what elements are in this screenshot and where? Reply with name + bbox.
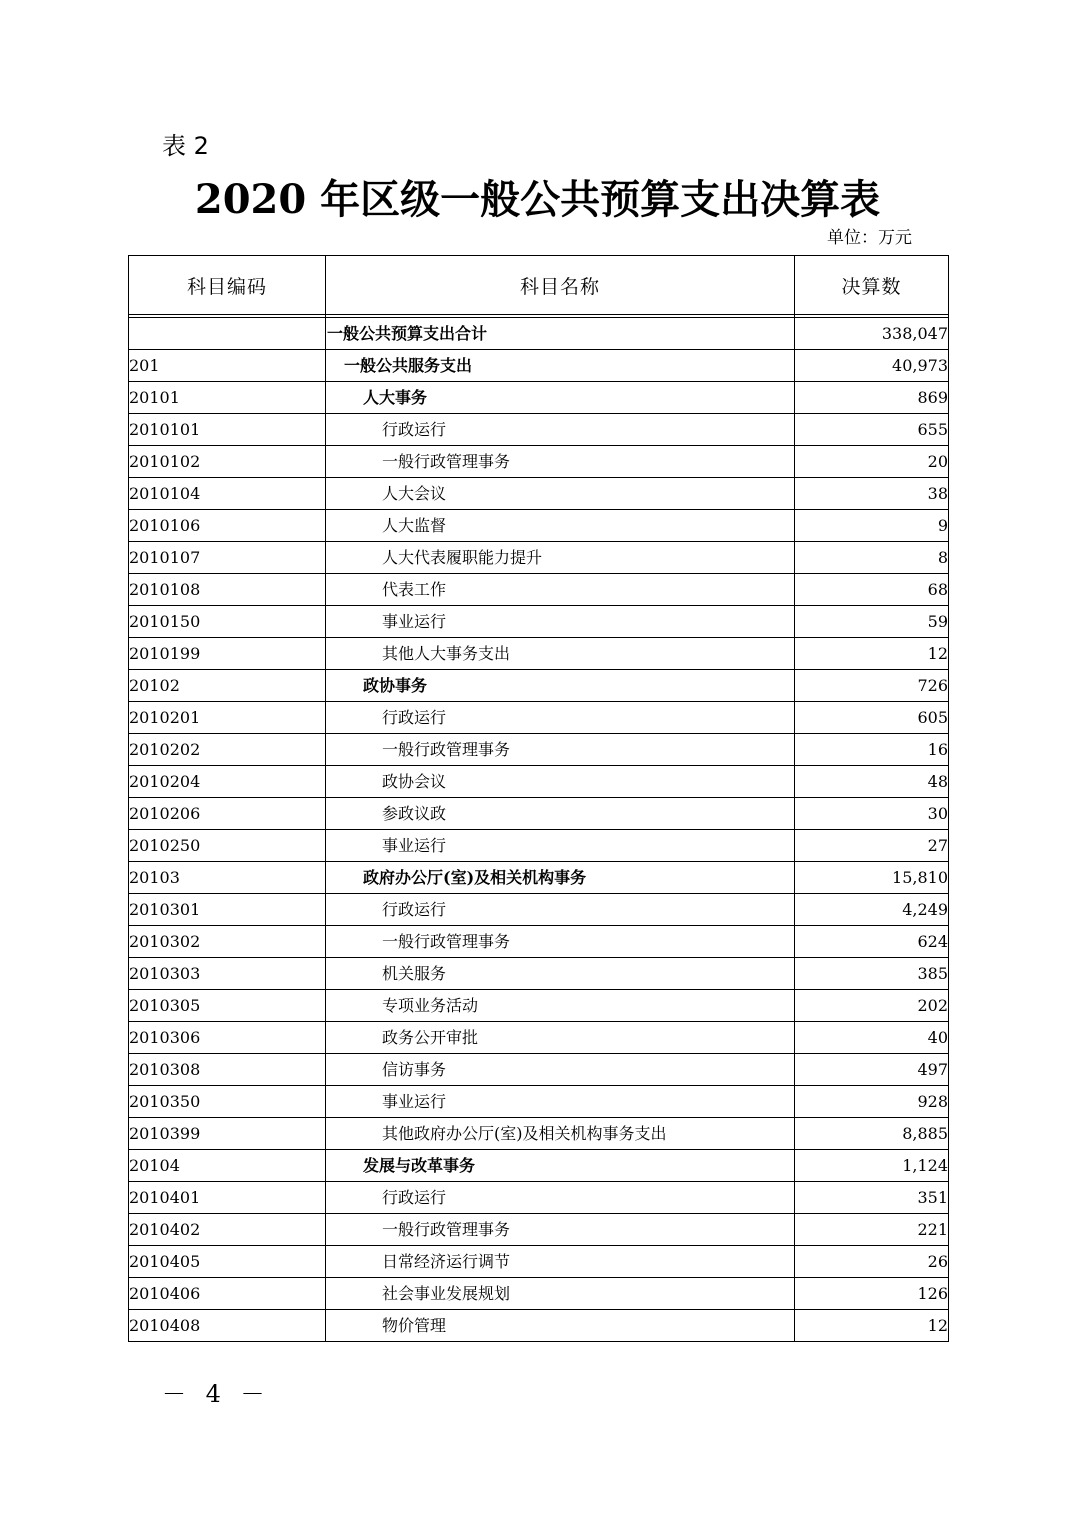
account-code-cell: 2010204 xyxy=(129,766,326,798)
account-code-cell: 20104 xyxy=(129,1150,326,1182)
final-amount-cell: 605 xyxy=(795,702,949,734)
table-row xyxy=(129,478,949,510)
table-body xyxy=(129,315,949,1342)
table-row xyxy=(129,382,949,414)
final-amount-cell: 8 xyxy=(795,542,949,574)
table-row xyxy=(129,926,949,958)
account-name-cell: 一般行政管理事务 xyxy=(326,734,795,766)
table-row xyxy=(129,1022,949,1054)
account-name-cell: 参政议政 xyxy=(326,798,795,830)
final-amount-cell: 655 xyxy=(795,414,949,446)
account-name-cell: 政府办公厅(室)及相关机构事务 xyxy=(326,862,795,894)
final-amount-cell: 26 xyxy=(795,1246,949,1278)
account-code-cell: 2010104 xyxy=(129,478,326,510)
account-code-cell: 20102 xyxy=(129,670,326,702)
final-amount-cell: 40 xyxy=(795,1022,949,1054)
table-row xyxy=(129,446,949,478)
account-name-cell: 行政运行 xyxy=(326,702,795,734)
table-row xyxy=(129,1150,949,1182)
column-header-code: 科目编码 xyxy=(129,256,326,315)
account-name-cell: 专项业务活动 xyxy=(326,990,795,1022)
account-code-cell: 2010406 xyxy=(129,1278,326,1310)
account-name-cell: 行政运行 xyxy=(326,1182,795,1214)
unit-label: 单位：万元 xyxy=(827,228,912,248)
table-row xyxy=(129,318,949,350)
account-name-cell: 一般行政管理事务 xyxy=(326,446,795,478)
table-row xyxy=(129,702,949,734)
final-amount-cell: 16 xyxy=(795,734,949,766)
account-code-cell: 2010306 xyxy=(129,1022,326,1054)
final-amount-cell: 928 xyxy=(795,1086,949,1118)
final-amount-cell: 30 xyxy=(795,798,949,830)
account-code-cell: 20101 xyxy=(129,382,326,414)
final-amount-cell: 68 xyxy=(795,574,949,606)
table-row xyxy=(129,958,949,990)
account-code-cell: 2010408 xyxy=(129,1310,326,1342)
table-row xyxy=(129,1054,949,1086)
final-amount-cell: 20 xyxy=(795,446,949,478)
table-row xyxy=(129,766,949,798)
account-code-cell: 2010401 xyxy=(129,1182,326,1214)
final-amount-cell: 40,973 xyxy=(795,350,949,382)
account-name-cell: 行政运行 xyxy=(326,894,795,926)
final-amount-cell: 624 xyxy=(795,926,949,958)
account-code-cell: 2010106 xyxy=(129,510,326,542)
account-code-cell: 2010108 xyxy=(129,574,326,606)
account-name-cell: 事业运行 xyxy=(326,1086,795,1118)
account-name-cell: 机关服务 xyxy=(326,958,795,990)
account-code-cell: 2010303 xyxy=(129,958,326,990)
account-name-cell: 人大监督 xyxy=(326,510,795,542)
account-name-cell: 发展与改革事务 xyxy=(326,1150,795,1182)
final-amount-cell: 497 xyxy=(795,1054,949,1086)
account-name-cell: 人大代表履职能力提升 xyxy=(326,542,795,574)
table-row xyxy=(129,542,949,574)
account-code-cell: 2010201 xyxy=(129,702,326,734)
table-row xyxy=(129,1310,949,1342)
account-code-cell: 2010399 xyxy=(129,1118,326,1150)
account-code-cell: 2010206 xyxy=(129,798,326,830)
header-row xyxy=(129,256,949,315)
account-name-cell: 事业运行 xyxy=(326,830,795,862)
final-amount-cell: 4,249 xyxy=(795,894,949,926)
account-code-cell: 2010308 xyxy=(129,1054,326,1086)
table-row xyxy=(129,734,949,766)
account-name-cell: 其他政府办公厅(室)及相关机构事务支出 xyxy=(326,1118,795,1150)
final-amount-cell: 869 xyxy=(795,382,949,414)
account-name-cell: 政务公开审批 xyxy=(326,1022,795,1054)
account-code-cell: 2010199 xyxy=(129,638,326,670)
account-code-cell: 2010107 xyxy=(129,542,326,574)
table-number-label: 表 2 xyxy=(162,132,209,160)
account-code-cell: 2010305 xyxy=(129,990,326,1022)
account-code-cell: 2010250 xyxy=(129,830,326,862)
table-row xyxy=(129,830,949,862)
table-row xyxy=(129,1086,949,1118)
account-name-cell: 其他人大事务支出 xyxy=(326,638,795,670)
account-name-cell: 人大事务 xyxy=(326,382,795,414)
table-row xyxy=(129,1182,949,1214)
final-amount-cell: 38 xyxy=(795,478,949,510)
account-code-cell: 201 xyxy=(129,350,326,382)
final-amount-cell: 48 xyxy=(795,766,949,798)
page-number: － 4 － xyxy=(162,1380,271,1408)
table-row xyxy=(129,1246,949,1278)
account-name-cell: 日常经济运行调节 xyxy=(326,1246,795,1278)
final-amount-cell: 385 xyxy=(795,958,949,990)
account-name-cell: 物价管理 xyxy=(326,1310,795,1342)
table-row xyxy=(129,510,949,542)
account-name-cell: 一般公共服务支出 xyxy=(326,350,795,382)
table-row xyxy=(129,670,949,702)
table-row xyxy=(129,862,949,894)
account-name-cell: 人大会议 xyxy=(326,478,795,510)
final-amount-cell: 126 xyxy=(795,1278,949,1310)
table-row xyxy=(129,1214,949,1246)
account-code-cell: 2010402 xyxy=(129,1214,326,1246)
account-name-cell: 一般行政管理事务 xyxy=(326,1214,795,1246)
final-amount-cell: 27 xyxy=(795,830,949,862)
table-header xyxy=(129,256,949,315)
table-row xyxy=(129,350,949,382)
table-row xyxy=(129,1118,949,1150)
account-code-cell: 20103 xyxy=(129,862,326,894)
column-header-name: 科目名称 xyxy=(326,256,795,315)
final-amount-cell: 202 xyxy=(795,990,949,1022)
final-amount-cell: 1,124 xyxy=(795,1150,949,1182)
account-code-cell: 2010150 xyxy=(129,606,326,638)
table-row xyxy=(129,574,949,606)
final-amount-cell: 221 xyxy=(795,1214,949,1246)
table-row xyxy=(129,894,949,926)
table-row xyxy=(129,1278,949,1310)
account-name-cell: 代表工作 xyxy=(326,574,795,606)
account-name-cell: 政协事务 xyxy=(326,670,795,702)
account-code-cell: 2010101 xyxy=(129,414,326,446)
account-code-cell: 2010405 xyxy=(129,1246,326,1278)
account-name-cell: 一般行政管理事务 xyxy=(326,926,795,958)
account-name-cell: 行政运行 xyxy=(326,414,795,446)
final-amount-cell: 12 xyxy=(795,638,949,670)
final-amount-cell: 59 xyxy=(795,606,949,638)
account-name-cell: 一般公共预算支出合计 xyxy=(326,318,795,350)
final-amount-cell: 9 xyxy=(795,510,949,542)
column-header-amount: 决算数 xyxy=(795,256,949,315)
account-code-cell: 2010302 xyxy=(129,926,326,958)
budget-table xyxy=(128,255,949,1342)
final-amount-cell: 15,810 xyxy=(795,862,949,894)
account-code-cell: 2010350 xyxy=(129,1086,326,1118)
account-name-cell: 信访事务 xyxy=(326,1054,795,1086)
account-name-cell: 政协会议 xyxy=(326,766,795,798)
final-amount-cell: 351 xyxy=(795,1182,949,1214)
final-amount-cell: 726 xyxy=(795,670,949,702)
table-row xyxy=(129,638,949,670)
table-row xyxy=(129,606,949,638)
final-amount-cell: 12 xyxy=(795,1310,949,1342)
table-row xyxy=(129,414,949,446)
account-code-cell: 2010202 xyxy=(129,734,326,766)
account-name-cell: 事业运行 xyxy=(326,606,795,638)
account-code-cell: 2010301 xyxy=(129,894,326,926)
account-code-cell xyxy=(129,318,326,350)
account-name-cell: 社会事业发展规划 xyxy=(326,1278,795,1310)
document-title: 2020 年区级一般公共预算支出决算表 xyxy=(194,176,881,223)
account-code-cell: 2010102 xyxy=(129,446,326,478)
table-row xyxy=(129,990,949,1022)
table-row xyxy=(129,798,949,830)
final-amount-cell: 338,047 xyxy=(795,318,949,350)
final-amount-cell: 8,885 xyxy=(795,1118,949,1150)
